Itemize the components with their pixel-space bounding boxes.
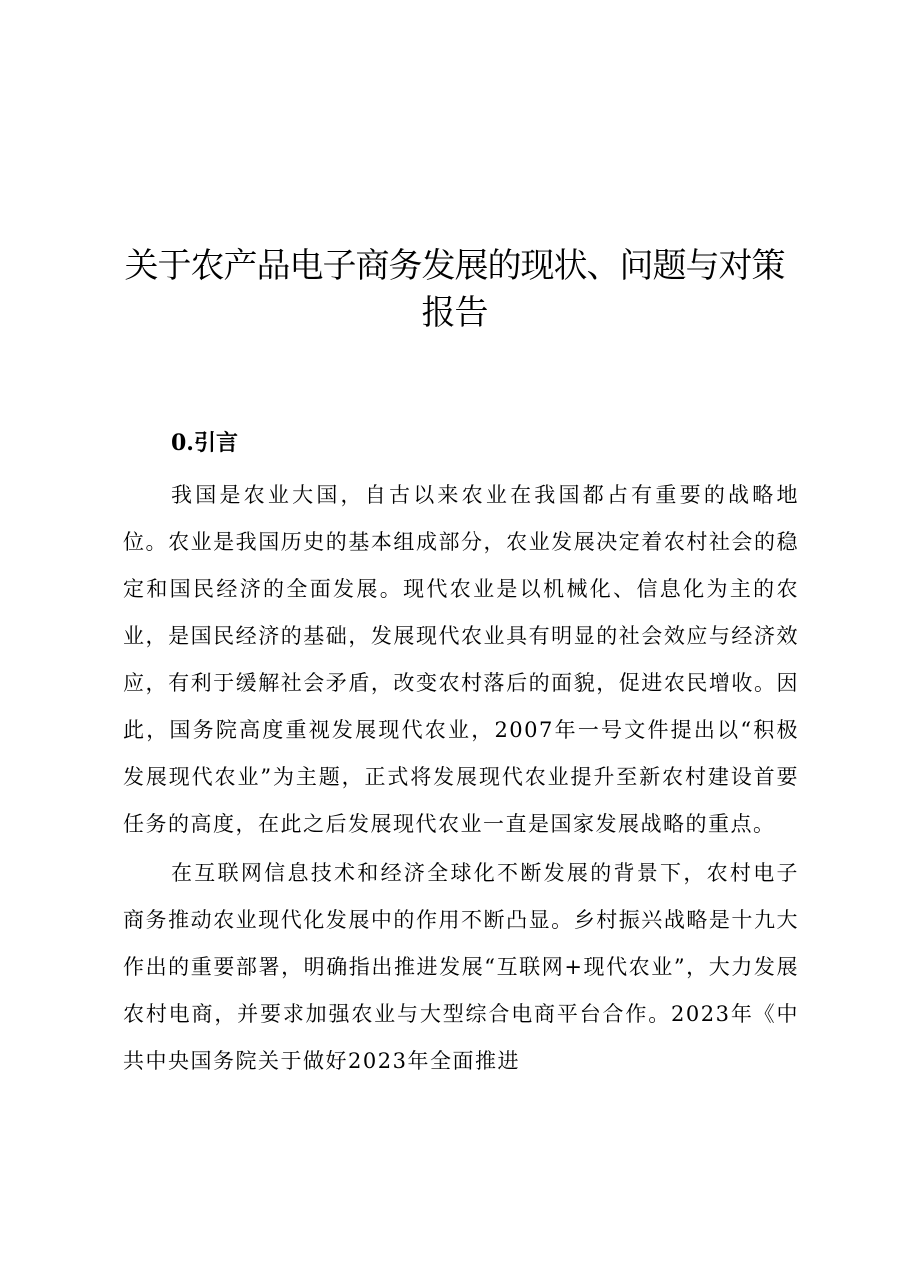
section-heading: 0.引言 bbox=[171, 430, 238, 456]
document-title bbox=[100, 243, 809, 337]
paragraph-1: 我国是农业大国，自古以来农业在我国都占有重要的战略地位。农业是我国历史的基本组成部分，农业发展决定着农村社会的稳定和国民经济的全面发展。现代农业是以机械化、信息化为主的农业，是国民经济的基础，发展现代农业具有明显的社会效应与经济效应，有利于缓解社会矛盾，改变农村落后的面貌，促进农民增收。因此，国务院高度重视发展现代农业，2007年一号文件提出以“积极发展现代农业”为主题，正式将发展现代农业提升至新农村建设首要任务的高度，在此之后发展现代农业一直是国家发展战略的重点。 bbox=[123, 483, 799, 836]
paragraph-2: 在互联网信息技术和经济全球化不断发展的背景下，农村电子商务推动农业现代化发展中的作用不断凸显。乡村振兴战略是十九大作出的重要部署，明确指出推进发展“互联网+现代农业”，大力发展农村电商，并要求加强农业与大型综合电商平台合作。2023年《中共中央国务院关于做好2023年全面推进 bbox=[123, 861, 799, 1073]
title-line-2: 报告 bbox=[421, 293, 488, 333]
body-text bbox=[123, 472, 799, 1087]
title-line-1: 关于农产品电子商务发展的现状、问题与对策 bbox=[124, 246, 785, 286]
